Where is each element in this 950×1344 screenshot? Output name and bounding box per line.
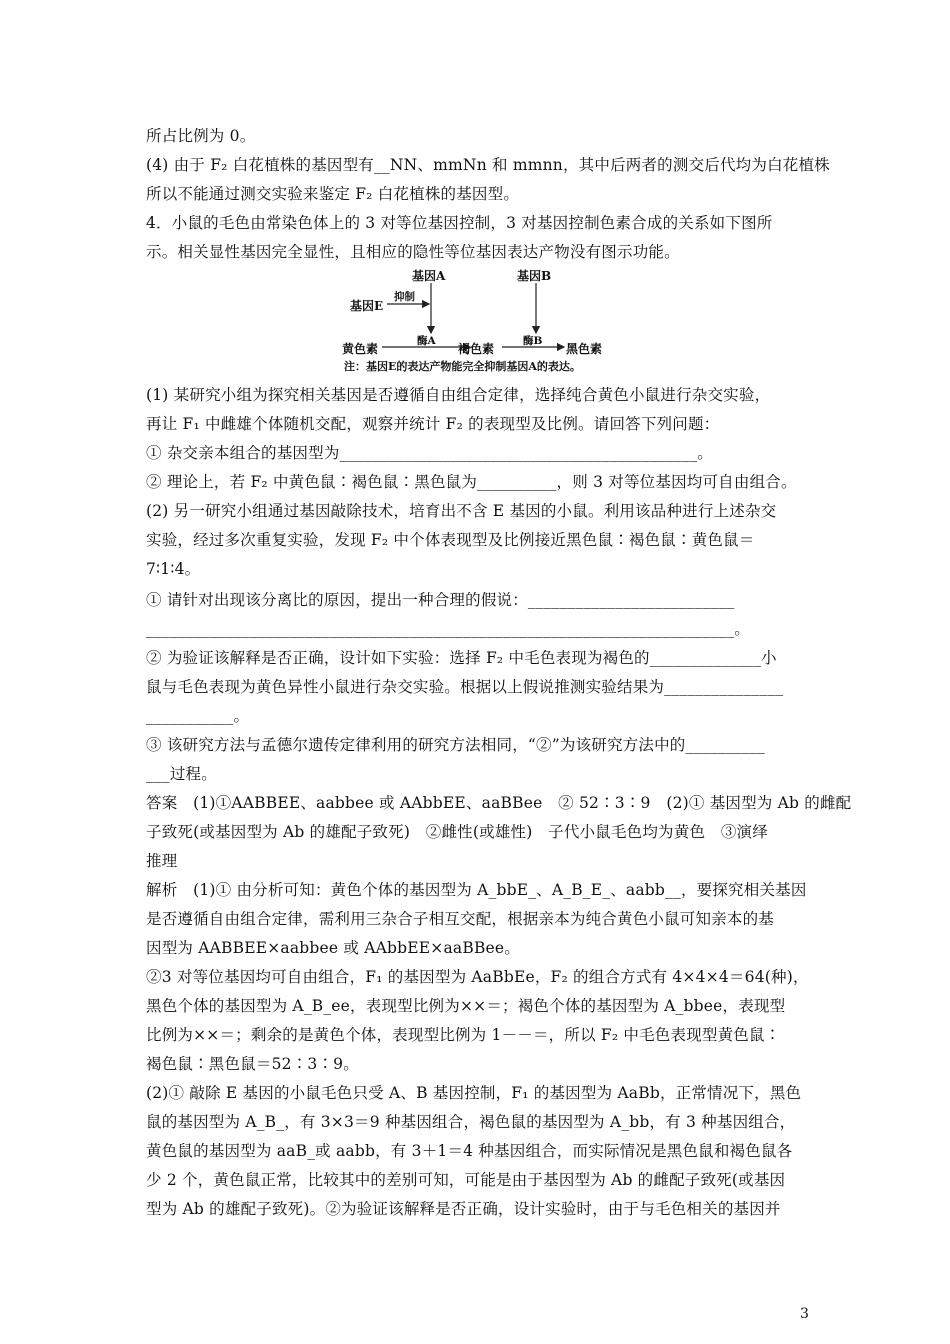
gene-a-label: 基因A — [412, 269, 446, 283]
text-line: ① 请针对出现该分离比的原因，提出一种合理的假说：__________________________ — [146, 591, 735, 609]
text-line: 再让 F₁ 中雌雄个体随机交配，观察并统计 F₂ 的表现型及比例。请回答下列问题： — [146, 415, 720, 433]
text-line: ___过程。 — [146, 765, 217, 783]
diagram-note: 注：基因E的表达产物能完全抑制基因A的表达。 — [344, 360, 581, 373]
analysis-line: 因型为 AABBEE×aabbee 或 AAbbEE×aaBBee。 — [146, 939, 520, 957]
black-pigment-label: 黑色素 — [566, 342, 603, 356]
analysis-line: 比例为××＝；剩余的是黄色个体，表现型比例为 1－－＝，所以 F₂ 中毛色表现型黄色鼠∶ — [146, 1026, 781, 1044]
analysis-line: 是否遵循自由组合定律，需利用三杂合子相互交配，根据亲本为纯合黄色小鼠可知亲本的基 — [146, 910, 775, 928]
text-line: __________________________________________________________________________。 — [146, 620, 750, 638]
enzyme-b-label: 酶B — [523, 335, 543, 347]
analysis-line: (2)① 敲除 E 基因的小鼠毛色只受 A、B 基因控制，F₁ 的基因型为 AaBb，正常情况下，黑色 — [146, 1084, 802, 1102]
text-line: 实验，经过多次重复实验，发现 F₂ 中个体表现型及比例接近黑色鼠∶褐色鼠∶黄色鼠＝ — [146, 531, 755, 549]
gene-b-label: 基因B — [517, 269, 552, 283]
answer-line: 答案 (1)①AABBEE、aabbee 或 AAbbEE、aaBBee ② 52∶3∶9 (2)① 基因型为 Ab 的雌配 — [146, 794, 852, 812]
text-line: ___________。 — [146, 707, 250, 725]
text-line: (4) 由于 F₂ 白花植株的基因型有__NN、mmNn 和 mmnn，其中后两者的测交后代均为白花植株 — [146, 156, 830, 174]
text-line: 示。相关显性基因完全显性，且相应的隐性等位基因表达产物没有图示功能。 — [146, 243, 680, 261]
analysis-line: 黑色个体的基因型为 A_B_ee，表现型比例为××＝；褐色个体的基因型为 A_bbee，表现型 — [146, 997, 786, 1015]
text-line: 鼠与毛色表现为黄色异性小鼠进行杂交实验。根据以上假说推测实验结果为_______________ — [146, 678, 784, 696]
text-line: ③ 该研究方法与孟德尔遗传定律利用的研究方法相同，“②”为该研究方法中的__________ — [146, 736, 765, 754]
text-line: ② 理论上，若 F₂ 中黄色鼠∶褐色鼠∶黑色鼠为__________，则 3 对等位基因均可自由组合。 — [146, 473, 797, 491]
text-line: 所占比例为 0。 — [146, 127, 256, 145]
answer-line: 推理 — [146, 852, 178, 870]
text-line: ① 杂交亲本组合的基因型为_____________________________________________。 — [146, 444, 713, 462]
text-line: 7∶1∶4。 — [146, 560, 201, 578]
brown-pigment-label: 褐色素 — [458, 342, 495, 356]
question-4-stem: 4．小鼠的毛色由常染色体上的 3 对等位基因控制，3 对基因控制色素合成的关系如下图所 — [146, 214, 773, 232]
gene-e-label: 基因E — [350, 299, 384, 313]
analysis-line: 少 2 个，黄色鼠正常，比较其中的差别可知，可能是由于基因型为 Ab 的雌配子致死(或基因 — [146, 1171, 786, 1189]
page-number: 3 — [800, 1306, 809, 1322]
text-line: 所以不能通过测交实验来鉴定 F₂ 白花植株的基因型。 — [146, 185, 520, 203]
answer-line: 子致死(或基因型为 Ab 的雄配子致死) ②雌性(或雄性) 子代小鼠毛色均为黄色 ③演绎 — [146, 823, 768, 841]
analysis-line: ②3 对等位基因均可自由组合，F₁ 的基因型为 AaBbEe，F₂ 的组合方式有 4×4×4＝64(种)， — [146, 968, 809, 986]
inhibit-label: 抑制 — [394, 291, 415, 303]
enzyme-a-label: 酶A — [417, 335, 436, 347]
analysis-line: 解析 (1)① 由分析可知：黄色个体的基因型为 A_bbE_、A_B_E_、aabb__，要探究相关基因 — [146, 881, 807, 899]
text-line: ② 为验证该解释是否正确，设计如下实验：选择 F₂ 中毛色表现为褐色的______________小 — [146, 649, 777, 667]
text-line: (2) 另一研究小组通过基因敲除技术，培育出不含 E 基因的小鼠。利用该品种进行上述杂交 — [146, 502, 777, 520]
analysis-line: 型为 Ab 的雄配子致死)。②为验证该解释是否正确，设计实验时，由于与毛色相关的基因并 — [146, 1200, 781, 1218]
yellow-pigment-label: 黄色素 — [342, 342, 379, 356]
analysis-line: 褐色鼠∶黑色鼠＝52∶3∶9。 — [146, 1055, 359, 1073]
text-line: (1) 某研究小组为探究相关基因是否遵循自由组合定律，选择纯合黄色小鼠进行杂交实验， — [146, 386, 771, 404]
pigment-pathway-diagram — [330, 263, 620, 375]
analysis-line: 黄色鼠的基因型为 aaB_或 aabb，有 3＋1＝4 种基因组合，而实际情况是黑色鼠和褐色鼠各 — [146, 1142, 793, 1160]
analysis-line: 鼠的基因型为 A_B_，有 3×3＝9 种基因组合，褐色鼠的基因型为 A_bb，有 3 种基因组合， — [146, 1113, 796, 1131]
